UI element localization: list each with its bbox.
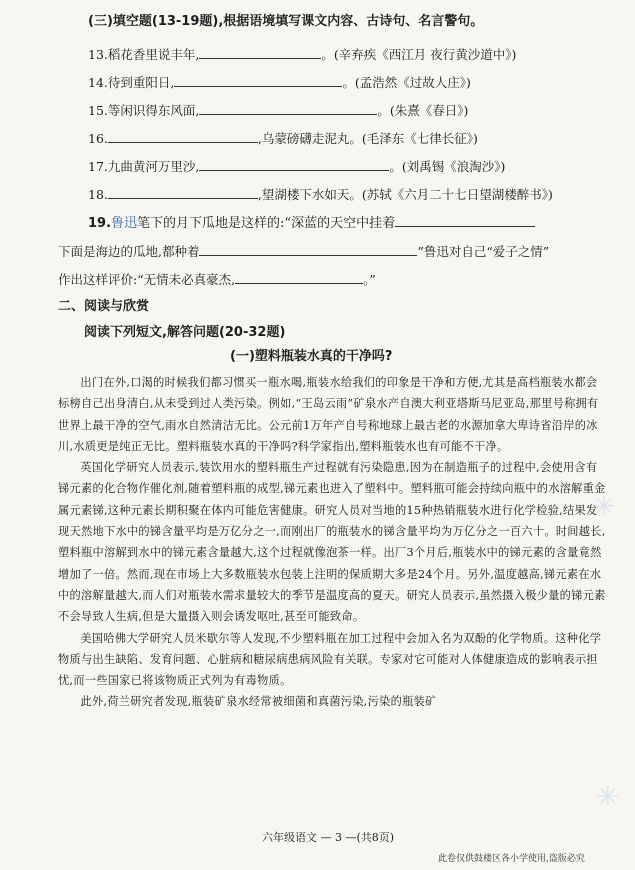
item-suffix: 。(朱熹《春日》) — [377, 103, 469, 118]
item-suffix: ,望湖楼下水如天。(苏轼《六月二十七日望湖楼醉书》) — [257, 187, 553, 202]
fill-item-15 — [88, 102, 468, 119]
item-prefix: 14.待到重阳日, — [88, 75, 175, 90]
article-title: (一)塑料瓶装水真的干净吗? — [230, 349, 393, 364]
fill-item-16 — [88, 130, 478, 147]
watermark-mark: ✳ — [596, 780, 620, 813]
item-suffix: 。(刘禹锡《浪淘沙》) — [389, 159, 506, 174]
fill-item-18 — [88, 186, 553, 203]
reading-instruction: 阅读下列短文,解答问题(20-32题) — [84, 325, 286, 340]
answer-blank[interactable] — [108, 130, 258, 143]
answer-blank[interactable] — [199, 243, 417, 256]
answer-blank[interactable] — [199, 46, 321, 59]
answer-blank[interactable] — [174, 74, 342, 87]
highlighted-name: 鲁迅 — [111, 216, 138, 231]
item-text: 笔下的月下瓜地是这样的:“深蓝的天空中挂着 — [137, 216, 396, 231]
item-prefix: 16. — [88, 131, 108, 146]
answer-blank[interactable] — [108, 186, 258, 199]
section3-heading: (三)填空题(13-19题),根据语境填写课文内容、古诗句、名言警句。 — [88, 14, 484, 29]
answer-blank[interactable] — [235, 271, 363, 284]
item-suffix: ,乌蒙磅礴走泥丸。(毛泽东《七律长征》) — [257, 131, 478, 146]
fill-item-17 — [88, 158, 505, 175]
article-body — [58, 372, 606, 713]
item-prefix: 18. — [88, 187, 108, 202]
fill-item-19-line2 — [58, 243, 549, 260]
page-number: 六年级语文 — 3 —(共8页) — [262, 831, 395, 844]
copyright-note: 此卷仅供鼓楼区各小学使用,盗版必究 — [438, 854, 585, 864]
answer-blank[interactable] — [199, 102, 377, 115]
item-prefix: 15.等闲识得东风面, — [88, 103, 200, 118]
fill-item-13 — [88, 46, 516, 63]
article-paragraph: 此外,荷兰研究者发现,瓶装矿泉水经常被细菌和真菌污染,污染的瓶装矿 — [80, 695, 437, 709]
item-suffix: 。(辛弃疾《西江月 夜行黄沙道中》) — [321, 47, 517, 62]
item-prefix: 17.九曲黄河万里沙, — [88, 159, 200, 174]
item-number: 19. — [88, 216, 112, 231]
item-text: 作出这样评价:“无情未必真豪杰, — [58, 272, 236, 287]
answer-blank[interactable] — [199, 158, 389, 171]
fill-item-19-line1 — [88, 214, 535, 232]
fill-item-19-line3 — [58, 271, 376, 288]
article-paragraph: 出门在外,口渴的时候我们都习惯买一瓶水喝,瓶装水给我们的印象是干净和方便,尤其是高档瓶装水都会标榜自己出身清白,从未受到过人类污染。例如,“王岛云雨”矿泉水产自澳大利亚塔斯马尼亚岛,那里号称拥有世界上最干净的空气,雨水自然清洁无比。公元前1万年产自号称地球上最古老的水源加拿大卑诗省沿岸的冰川,水质更是纯正无比。塑料瓶装水真的干净吗?科学家指出,塑料瓶装水也有可能不干净。 — [58, 376, 599, 453]
watermark-mark: ✳ — [592, 490, 616, 523]
answer-blank[interactable] — [395, 214, 535, 227]
fill-item-14 — [88, 74, 471, 91]
article-paragraph: 美国哈佛大学研究人员米歇尔等人发现,不少塑料瓶在加工过程中会加入名为双酚的化学物质。这种化学物质与出生缺陷、发育问题、心脏病和糖尿病患病风险有关联。专家对它可能对人体健康造成的影响表示担忧,而一些国家已将该物质正式列为有毒物质。 — [58, 631, 602, 688]
item-text: 。” — [363, 272, 376, 287]
item-text: ”鲁迅对自己“爱子之情” — [417, 244, 550, 259]
section2-heading: 二、阅读与欣赏 — [58, 299, 150, 314]
item-text: 下面是海边的瓜地,都种着 — [58, 244, 200, 259]
item-prefix: 13.稻花香里说丰年, — [88, 47, 200, 62]
item-suffix: 。(孟浩然《过故人庄》) — [342, 75, 471, 90]
article-paragraph: 英国化学研究人员表示,装饮用水的塑料瓶生产过程就有污染隐患,因为在制造瓶子的过程中,会使用含有锑元素的化合物作催化剂,随着塑料瓶的成型,锑元素也进入了塑料中。塑料瓶可能会持续向瓶中的水溶解重金属元素锑,这种元素长期积聚在体内可能危害健康。研究人员对当地的15种热销瓶装水进行化学检验,结果发现天然地下水中的锑含量平均是万亿分之一,而刚出厂的瓶装水的锑含量平均为万亿分之一百六十。时间越长,塑料瓶中溶解到水中的锑元素含量越大,这个过程就像泡茶一样。出厂3个月后,瓶装水中的锑元素的含量竟然增加了一倍。然而,现在市场上大多数瓶装水包装上注明的保质期大多是24个月。另外,温度越高,锑元素在水中的溶解量越大,而人们对瓶装水需求量较大的季节是温度高的夏天。研究人员表示,虽然摄入极少量的锑元素不会导致人生病,但是大量摄入则会诱发呕吐,甚至可能致命。 — [58, 461, 606, 624]
